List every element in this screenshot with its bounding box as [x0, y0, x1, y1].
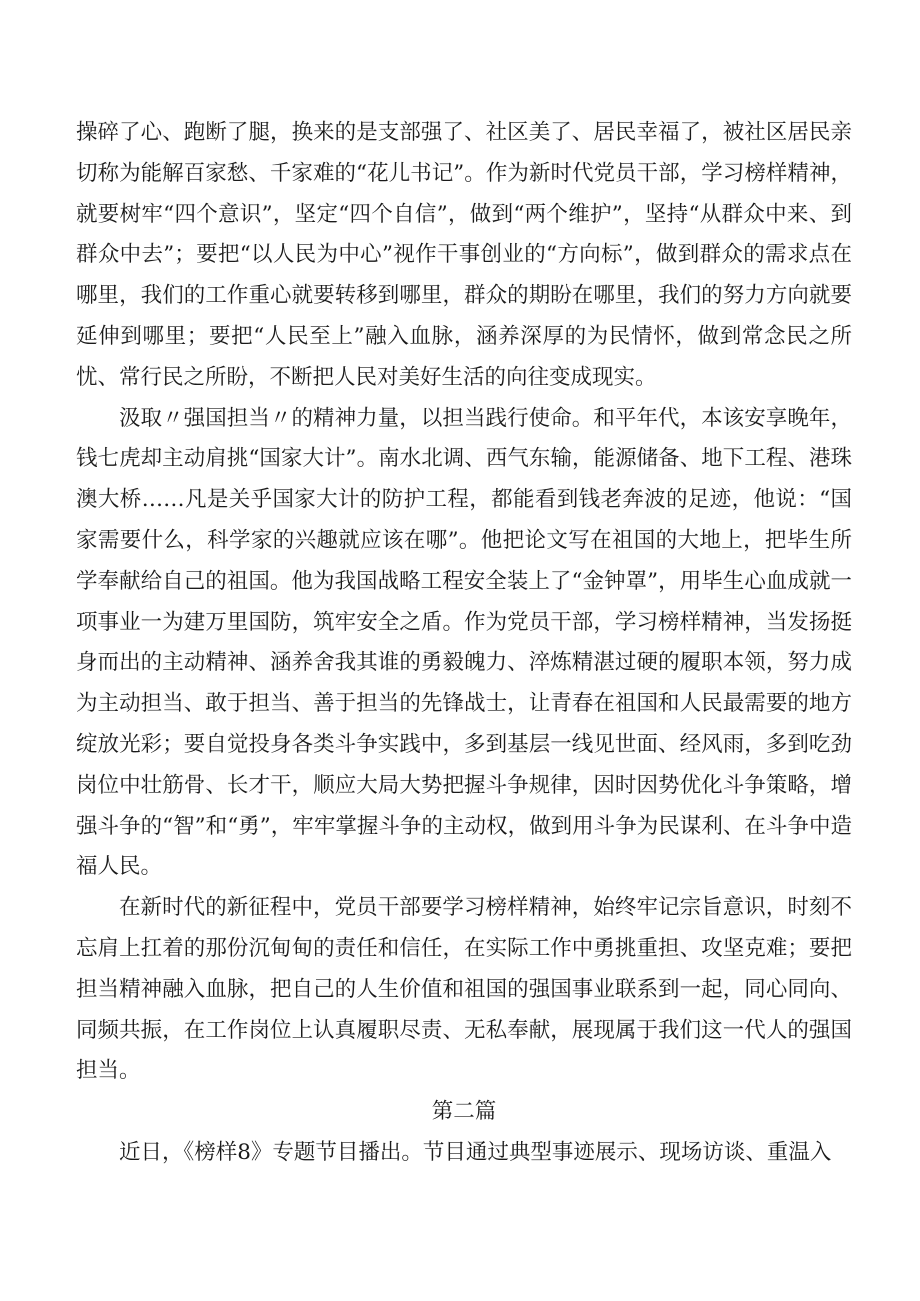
paragraph-3: 在新时代的新征程中，党员干部要学习榜样精神，始终牢记宗旨意识，时刻不忘肩上扛着的那份沉甸甸的责任和信任，在实际工作中勇挑重担、攻坚克难；要把担当精神融入血脉，把自己的人生价值和祖国的强国事业联系到一起，同心同向、同频共振，在工作岗位上认真履职尽责、无私奉献，展现属于我们这一代人的强国担当。	[76, 895, 852, 1084]
paragraph-2: 汲取〃强国担当〃的精神力量，以担当践行使命。和平年代，本该安享晚年，钱七虎却主动肩挑“国家大计”。南水北调、西气东输，能源储备、地下工程、港珠澳大桥……凡是关乎国家大计的防护工程，都能看到钱老奔波的足迹，他说：“国家需要什么，科学家的兴趣就应该在哪”。他把论文写在祖国的大地上，把毕生所学奉献给自己的祖国。他为我国战略工程安全装上了“金钟罩”，用毕生心血成就一项事业一为建万里国防，筑牢安全之盾。作为党员干部，学习榜样精神，当发扬挺身而出的主动精神、涵养舍我其谁的勇毅魄力、淬炼精湛过硬的履职本领，努力成为主动担当、敢于担当、善于担当的先锋战士，让青春在祖国和人民最需要的地方绽放光彩；要自觉投身各类斗争实践中，多到基层一线见世面、经风雨，多到吃劲岗位中壮筋骨、长才干，顺应大局大势把握斗争规律，因时因势优化斗争策略，增强斗争的“智”和“勇”，牢牢掌握斗争的主动权，做到用斗争为民谋利、在斗争中造福人民。	[76, 405, 852, 880]
section-heading: 第二篇	[431, 1099, 497, 1125]
paragraph-4: 近日，《榜样8》专题节目播出。节目通过典型事迹展示、现场访谈、重温入	[119, 1139, 832, 1165]
paragraph-1: 操碎了心、跑断了腿，换来的是支部强了、社区美了、居民幸福了，被社区居民亲切称为能解百家愁、千家难的“花儿书记”。作为新时代党员干部，学习榜样精神，就要树牢“四个意识”，坚定“四个自信”，做到“两个维护”，坚持“从群众中来、到群众中去”；要把“以人民为中心”视作干事创业的“方向标”，做到群众的需求点在哪里，我们的工作重心就要转移到哪里，群众的期盼在哪里，我们的努力方向就要延伸到哪里；要把“人民至上”融入血脉，涵养深厚的为民情怀，做到常念民之所忧、常行民之所盼，不断把人民对美好生活的向往变成现实。	[76, 120, 852, 390]
document-body	[76, 113, 852, 1174]
